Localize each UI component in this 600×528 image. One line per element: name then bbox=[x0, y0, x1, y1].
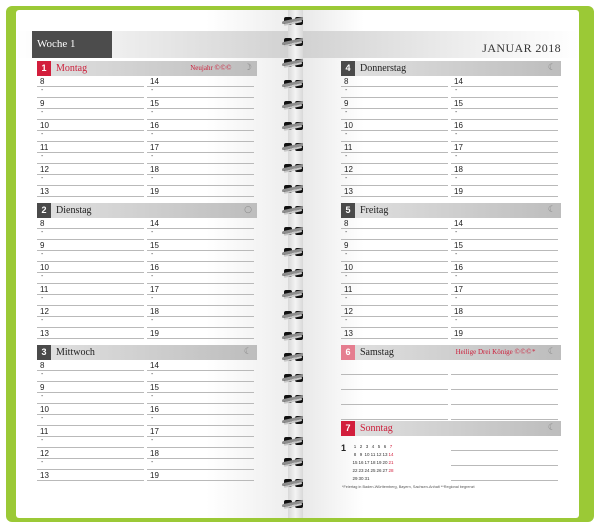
hour-slot[interactable]: 13 bbox=[341, 328, 448, 339]
hour-slot[interactable]: 11 bbox=[341, 284, 448, 295]
binding-ring bbox=[282, 121, 304, 131]
time-column-morning: 8 - 9 - 10 - 11 - 12 - 13 bbox=[37, 76, 144, 197]
hour-slot[interactable]: 12 bbox=[341, 306, 448, 317]
time-column-afternoon: 14 - 15 - 16 - 17 - 18 - 19 bbox=[147, 218, 254, 339]
binding-ring bbox=[282, 226, 304, 236]
hour-slot[interactable]: 9 bbox=[37, 98, 144, 109]
binding-ring bbox=[282, 79, 304, 89]
day-number: 2 bbox=[37, 203, 51, 218]
binding-ring bbox=[282, 310, 304, 320]
hour-slot[interactable]: 19 bbox=[451, 328, 558, 339]
hour-slot[interactable]: 12 bbox=[37, 306, 144, 317]
notes-column[interactable] bbox=[451, 436, 558, 481]
hour-slot[interactable]: 10 bbox=[341, 120, 448, 131]
day-number: 6 bbox=[341, 345, 355, 360]
hour-slot[interactable]: 9 bbox=[341, 240, 448, 251]
hour-slot[interactable]: 17 bbox=[451, 284, 558, 295]
hour-slot[interactable]: 17 bbox=[147, 426, 254, 437]
hour-slot[interactable]: 13 bbox=[341, 186, 448, 197]
binding-ring bbox=[282, 352, 304, 362]
day-name: Freitag bbox=[360, 205, 389, 216]
binding-ring bbox=[282, 436, 304, 446]
hour-slot[interactable]: 10 bbox=[341, 262, 448, 273]
week-label: Woche 1 bbox=[32, 31, 112, 58]
hour-slot[interactable]: 18 bbox=[147, 306, 254, 317]
binding-ring bbox=[282, 100, 304, 110]
month-label: JANUAR 2018 bbox=[482, 41, 561, 55]
moon-phase-icon: ☾ bbox=[547, 205, 556, 215]
time-column-morning: 8 - 9 - 10 - 11 - 12 - 13 bbox=[37, 360, 144, 481]
day-friday[interactable] bbox=[341, 203, 561, 338]
hour-slot[interactable]: 14 bbox=[451, 76, 558, 87]
hour-slot[interactable]: 15 bbox=[451, 98, 558, 109]
day-tuesday[interactable] bbox=[37, 203, 257, 338]
mini-calendar-grid: 1 2 3 4 5 6 7 8 9 1011121314 15161718192021 22232425262728 293031 bbox=[352, 444, 394, 481]
hour-slot[interactable]: 18 bbox=[147, 164, 254, 175]
notes-column[interactable] bbox=[451, 360, 558, 420]
time-column-morning: 8 - 9 - 10 - 11 - 12 - 13 bbox=[341, 76, 448, 197]
holiday-label: Heilige Drei Könige ©©©* bbox=[455, 348, 536, 356]
moon-phase-icon: ☾ bbox=[547, 347, 556, 357]
hour-slot[interactable]: 14 bbox=[147, 218, 254, 229]
day-name: Dienstag bbox=[56, 205, 92, 216]
day-number: 5 bbox=[341, 203, 355, 218]
time-column-afternoon: 14 - 15 - 16 - 17 - 18 - 19 bbox=[451, 76, 558, 197]
day-saturday[interactable] bbox=[341, 345, 561, 415]
binding-ring bbox=[282, 37, 304, 47]
hour-slot[interactable]: 14 bbox=[147, 360, 254, 371]
hour-slot[interactable]: 15 bbox=[147, 240, 254, 251]
day-number: 3 bbox=[37, 345, 51, 360]
binding-ring bbox=[282, 205, 304, 215]
hour-slot[interactable]: 18 bbox=[147, 448, 254, 459]
hour-slot[interactable]: 11 bbox=[37, 426, 144, 437]
binding-ring bbox=[282, 247, 304, 257]
binding-ring bbox=[282, 499, 304, 509]
day-name: Montag bbox=[56, 63, 88, 74]
hour-slot[interactable]: 18 bbox=[451, 306, 558, 317]
day-name: Sonntag bbox=[360, 423, 393, 434]
right-page-header bbox=[303, 31, 579, 58]
hour-slot[interactable]: 11 bbox=[37, 284, 144, 295]
left-page bbox=[16, 10, 288, 518]
hour-slot[interactable]: 19 bbox=[451, 186, 558, 197]
hour-slot[interactable]: 14 bbox=[147, 76, 254, 87]
hour-slot[interactable]: 12 bbox=[37, 164, 144, 175]
hour-slot[interactable]: 11 bbox=[37, 142, 144, 153]
hour-slot[interactable]: 13 bbox=[37, 470, 144, 481]
hour-slot[interactable]: 12 bbox=[37, 448, 144, 459]
binding-ring bbox=[282, 457, 304, 467]
binding-ring bbox=[282, 289, 304, 299]
hour-slot[interactable]: 17 bbox=[451, 142, 558, 153]
notes-column[interactable] bbox=[341, 360, 448, 420]
hour-slot[interactable]: 19 bbox=[147, 186, 254, 197]
mini-calendar-month: 1 bbox=[341, 443, 347, 453]
time-column-morning: 8 - 9 - 10 - 11 - 12 - 13 bbox=[37, 218, 144, 339]
right-page bbox=[303, 10, 579, 518]
day-sunday[interactable] bbox=[341, 421, 561, 481]
hour-slot[interactable]: 14 bbox=[451, 218, 558, 229]
hour-slot[interactable]: 16 bbox=[147, 120, 254, 131]
time-column-afternoon: 14 - 15 - 16 - 17 - 18 - 19 bbox=[147, 76, 254, 197]
moon-phase-icon: ☾ bbox=[547, 423, 556, 433]
binding-ring bbox=[282, 58, 304, 68]
moon-phase-icon: ☽ bbox=[243, 63, 252, 73]
hour-slot[interactable]: 13 bbox=[37, 328, 144, 339]
day-name: Samstag bbox=[360, 347, 394, 358]
day-wednesday[interactable] bbox=[37, 345, 257, 480]
binding-ring bbox=[282, 268, 304, 278]
hour-slot[interactable]: 16 bbox=[451, 120, 558, 131]
time-column-afternoon: 14 - 15 - 16 - 17 - 18 - 19 bbox=[147, 360, 254, 481]
moon-phase-icon: ☾ bbox=[547, 63, 556, 73]
hour-slot[interactable]: 17 bbox=[147, 142, 254, 153]
hour-slot[interactable]: 12 bbox=[341, 164, 448, 175]
hour-slot[interactable]: 13 bbox=[37, 186, 144, 197]
binding-ring bbox=[282, 184, 304, 194]
moon-phase-icon: ○ bbox=[244, 205, 252, 215]
hour-slot[interactable]: 8 bbox=[341, 218, 448, 229]
binding-ring bbox=[282, 415, 304, 425]
hour-slot[interactable]: 17 bbox=[147, 284, 254, 295]
hour-slot[interactable]: 10 bbox=[37, 262, 144, 273]
hour-slot[interactable]: 8 bbox=[37, 76, 144, 87]
binding-ring bbox=[282, 16, 304, 26]
day-number: 7 bbox=[341, 421, 355, 436]
left-page-header bbox=[16, 31, 288, 58]
hour-slot[interactable]: 10 bbox=[37, 120, 144, 131]
holiday-label: Neujahr ©©© bbox=[190, 64, 232, 72]
hour-slot[interactable]: 16 bbox=[147, 404, 254, 415]
hour-slot[interactable]: 9 bbox=[341, 98, 448, 109]
day-name: Mittwoch bbox=[56, 347, 95, 358]
binding-ring bbox=[282, 163, 304, 173]
hour-slot[interactable]: 9 bbox=[37, 382, 144, 393]
hour-slot[interactable]: 16 bbox=[451, 262, 558, 273]
footnote: *Feiertag in Baden-Württemberg, Bayern, Sachsen-Anhalt **Regional begrenzt bbox=[342, 485, 475, 489]
hour-slot[interactable]: 16 bbox=[147, 262, 254, 273]
hour-slot[interactable]: 11 bbox=[341, 142, 448, 153]
time-column-afternoon: 14 - 15 - 16 - 17 - 18 - 19 bbox=[451, 218, 558, 339]
binding-ring bbox=[282, 478, 304, 488]
hour-slot[interactable]: 10 bbox=[37, 404, 144, 415]
hour-slot[interactable]: 19 bbox=[147, 328, 254, 339]
hour-slot[interactable]: 19 bbox=[147, 470, 254, 481]
binding-ring bbox=[282, 394, 304, 404]
time-column-morning: 8 - 9 - 10 - 11 - 12 - 13 bbox=[341, 218, 448, 339]
hour-slot[interactable]: 8 bbox=[37, 360, 144, 371]
day-name: Donnerstag bbox=[360, 63, 407, 74]
moon-phase-icon: ☾ bbox=[243, 347, 252, 357]
binding-ring bbox=[282, 373, 304, 383]
hour-slot[interactable]: 9 bbox=[37, 240, 144, 251]
binding-ring bbox=[282, 142, 304, 152]
binding-ring bbox=[282, 331, 304, 341]
hour-slot[interactable]: 15 bbox=[147, 98, 254, 109]
day-number: 1 bbox=[37, 61, 51, 76]
day-monday[interactable] bbox=[37, 61, 257, 196]
hour-slot[interactable]: 8 bbox=[341, 76, 448, 87]
hour-slot[interactable]: 15 bbox=[147, 382, 254, 393]
day-number: 4 bbox=[341, 61, 355, 76]
hour-slot[interactable]: 8 bbox=[37, 218, 144, 229]
hour-slot[interactable]: 15 bbox=[451, 240, 558, 251]
day-thursday[interactable] bbox=[341, 61, 561, 196]
spiral-binding bbox=[288, 10, 303, 518]
hour-slot[interactable]: 18 bbox=[451, 164, 558, 175]
